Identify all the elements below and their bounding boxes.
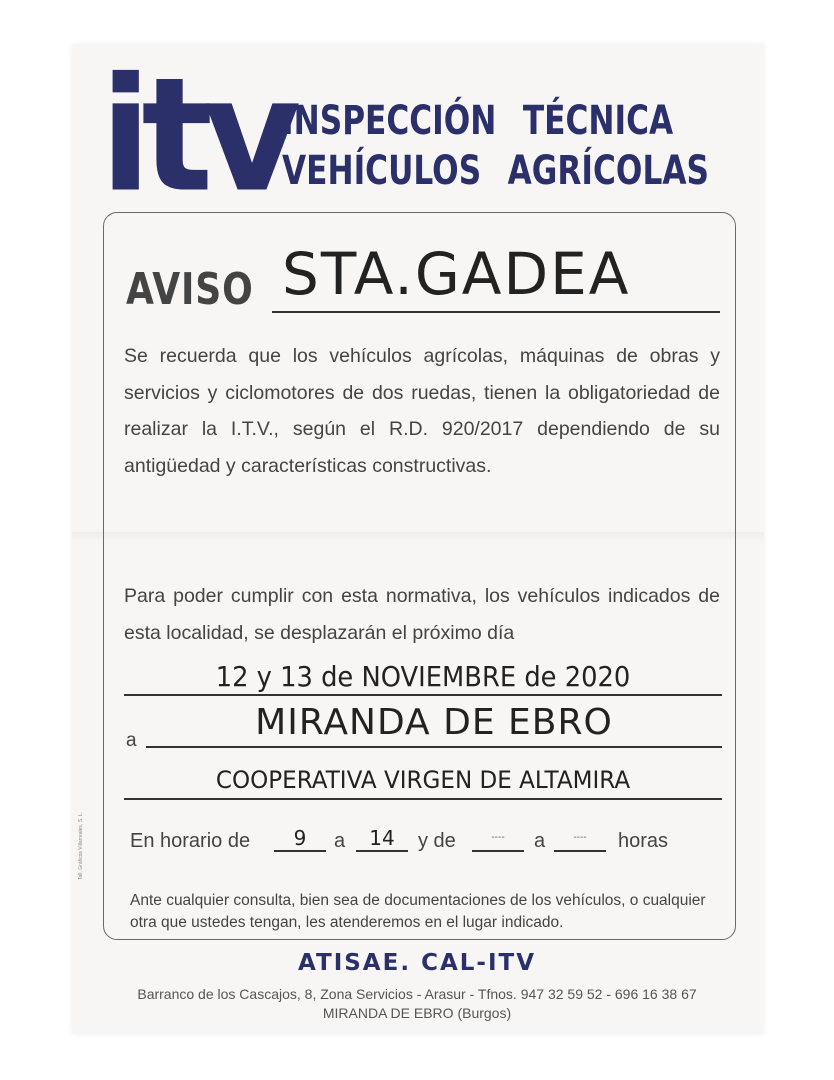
paragraph-travel: Para poder cumplir con esta normativa, los vehículos indicados de esta localidad, se desplazarán el próximo día — [124, 585, 720, 644]
aviso-label: AVISO — [126, 264, 254, 315]
schedule-from1-line — [274, 850, 326, 852]
a-label: a — [126, 730, 137, 751]
header-title-line1: INSPECCIÓN TÉCNICA — [282, 98, 674, 144]
city-value: MIRANDA DE EBRO — [255, 702, 613, 743]
header-title-line2: VEHÍCULOS AGRÍCOLAS — [282, 148, 709, 194]
paragraph-regulation: Se recuerda que los vehículos agrícolas, máquinas de obras y servicios y ciclomotores de dos ruedas, tienen la obligatoriedad de realizar la I.T.V., según el R.D. 920/2017 dependiendo de su antigüedad y características constructivas. — [124, 345, 720, 477]
schedule-from2: ---- — [491, 832, 505, 843]
schedule-to2: ---- — [573, 832, 587, 843]
schedule-to1-line — [356, 850, 408, 852]
address-line2: MIRANDA DE EBRO (Burgos) — [322, 1005, 512, 1021]
schedule-and: y de — [418, 830, 456, 852]
printer-credit: Tall. Gráficos Villarreales, S. L. — [78, 812, 84, 880]
place-underline — [272, 311, 720, 313]
itv-logo: itv — [100, 44, 291, 228]
location-value: COOPERATIVA VIRGEN DE ALTAMIRA — [215, 766, 631, 794]
schedule-a2: a — [534, 830, 546, 852]
schedule-suffix: horas — [618, 830, 669, 852]
schedule-to1: 14 — [369, 826, 395, 850]
schedule-to2-line — [554, 850, 606, 852]
location-underline — [124, 798, 722, 800]
address-line1: Barranco de los Cascajos, 8, Zona Servicios - Arasur - Tfnos. 947 32 59 52 - 696 16 38 67 — [137, 986, 697, 1002]
place-name: STA.GADEA — [282, 240, 631, 308]
schedule-from1: 9 — [293, 826, 307, 850]
company-address — [0, 985, 834, 1023]
company-name: ATISAE. CAL-ITV — [297, 950, 536, 976]
contact-note: Ante cualquier consulta, bien sea de documentaciones de los vehículos, o cualquier otra que ustedes tengan, les atenderemos en el lugar indicado. — [130, 892, 706, 931]
city-underline — [146, 746, 722, 748]
date-underline — [124, 694, 722, 696]
date-value: 12 y 13 de NOVIEMBRE de 2020 — [215, 660, 631, 693]
schedule-prefix: En horario de — [130, 830, 251, 852]
schedule-from2-line — [472, 850, 524, 852]
schedule-a1: a — [334, 830, 346, 852]
